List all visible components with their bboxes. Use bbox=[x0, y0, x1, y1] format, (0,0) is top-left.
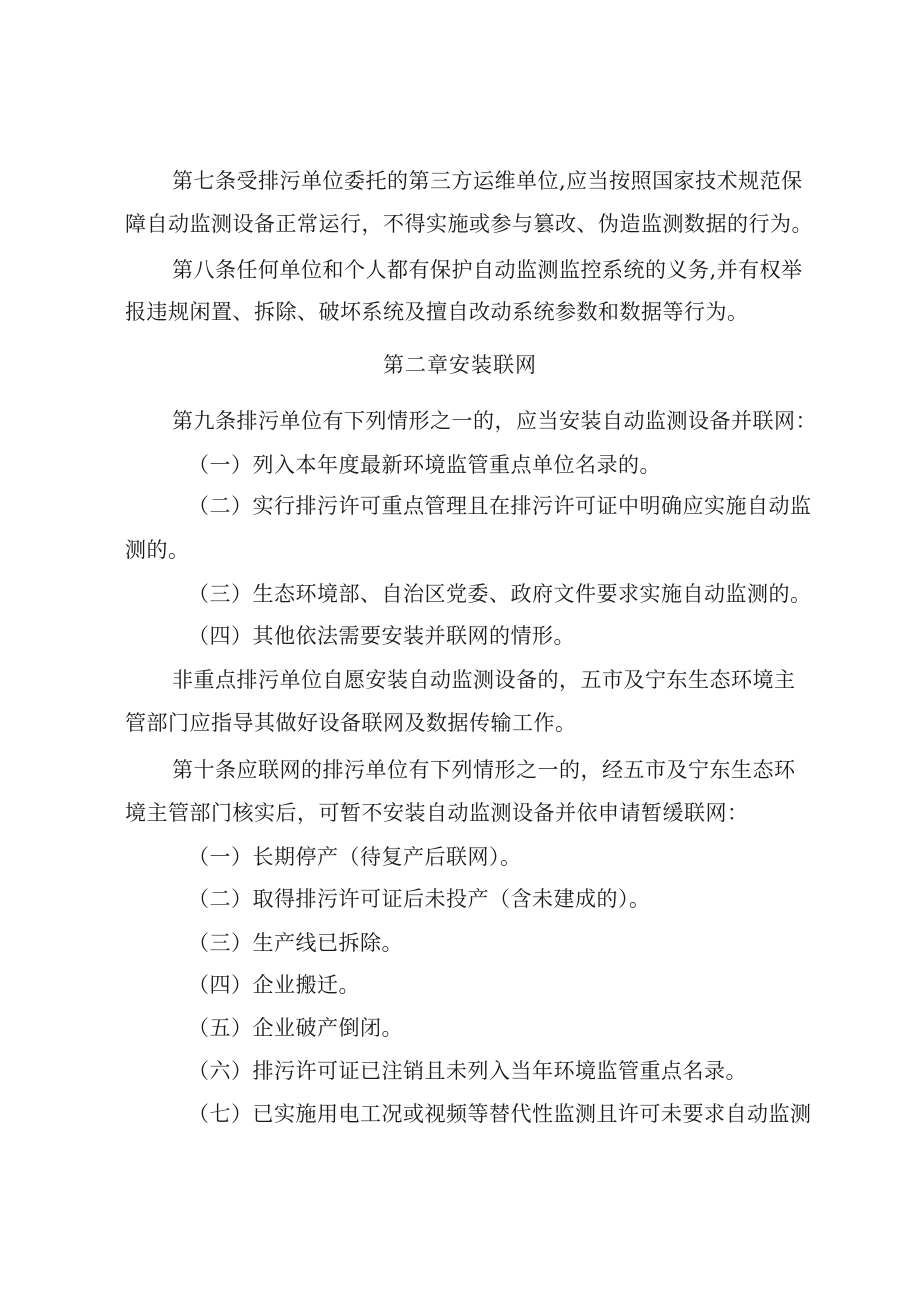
article-9-item-2-line-1: （二）实行排污许可重点管理且在排污许可证中明确应实施自动监 bbox=[188, 494, 812, 518]
article-10-item-5: （五）企业破产倒闭。 bbox=[188, 1016, 403, 1040]
article-9-item-3: （三）生态环境部、自治区党委、政府文件要求实施自动监测的。 bbox=[188, 582, 812, 606]
article-8-line-2: 报违规闲置、拆除、破坏系统及擅自改动系统参数和数据等行为。 bbox=[125, 300, 749, 324]
article-10-intro-line-1: 第十条应联网的排污单位有下列情形之一的，经五市及宁东生态环 bbox=[172, 758, 796, 782]
article-10-item-6: （六）排污许可证已注销且未列入当年环境监管重点名录。 bbox=[188, 1059, 747, 1083]
article-9-note-line-1: 非重点排污单位自愿安装自动监测设备的，五市及宁东生态环境主 bbox=[172, 668, 796, 692]
article-9-item-4: （四）其他依法需要安装并联网的情形。 bbox=[188, 624, 575, 648]
chapter-2-title: 第二章安装联网 bbox=[383, 353, 537, 377]
article-7-line-1: 第七条受排污单位委托的第三方运维单位,应当按照国家技术规范保 bbox=[172, 169, 803, 193]
article-9-item-2-line-2: 测的。 bbox=[125, 538, 190, 562]
article-10-item-3: （三）生产线已拆除。 bbox=[188, 931, 403, 955]
article-9-note-line-2: 管部门应指导其做好设备联网及数据传输工作。 bbox=[125, 711, 577, 735]
article-10-item-7-line-1: （七）已实施用电工况或视频等替代性监测且许可未要求自动监测 bbox=[188, 1102, 812, 1126]
article-10-item-4: （四）企业搬迁。 bbox=[188, 973, 360, 997]
article-10-intro-line-2: 境主管部门核实后，可暂不安装自动监测设备并依申请暂缓联网： bbox=[125, 801, 749, 825]
article-9-item-1: （一）列入本年度最新环境监管重点单位名录的。 bbox=[188, 453, 661, 477]
article-10-item-2: （二）取得排污许可证后未投产（含未建成的）。 bbox=[188, 887, 651, 911]
article-10-item-1: （一）长期停产（待复产后联网）。 bbox=[188, 845, 522, 869]
article-7-line-2: 障自动监测设备正常运行，不得实施或参与篡改、伪造监测数据的行为。 bbox=[125, 212, 813, 236]
article-9-intro: 第九条排污单位有下列情形之一的，应当安装自动监测设备并联网： bbox=[172, 409, 817, 433]
article-8-line-1: 第八条任何单位和个人都有保护自动监测监控系统的义务,并有权举 bbox=[172, 258, 803, 282]
